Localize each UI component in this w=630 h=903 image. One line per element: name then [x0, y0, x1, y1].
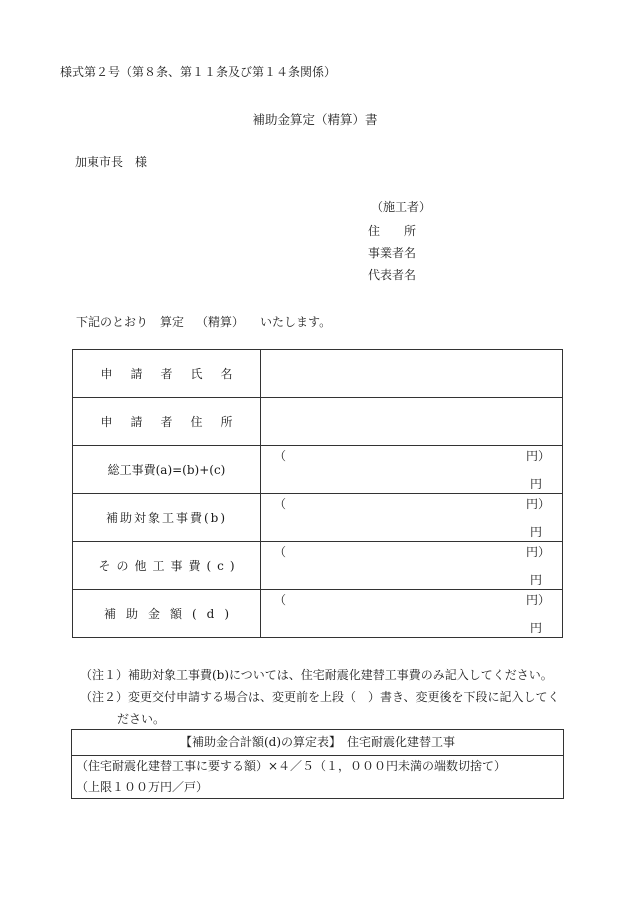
- row-label-applicant-address: 申請者住所: [73, 398, 261, 446]
- table-row: [73, 590, 563, 638]
- contractor-address-label: 住 所: [368, 224, 417, 238]
- addressee: 加東市長 様: [75, 155, 148, 169]
- note-2-continued: ださい。: [117, 712, 166, 726]
- row-label-subsidized-cost: 補助対象工事費(b): [73, 494, 261, 542]
- calculation-formula: （住宅耐震化建替工事に要する額）×４／５（１，０００円未満の端数切捨て）: [76, 759, 507, 773]
- intro-part1: 下記のとおり: [76, 315, 149, 329]
- total-cost-field[interactable]: （ 円） 円: [261, 446, 563, 494]
- form-number: 様式第２号（第８条、第１１条及び第１４条関係）: [60, 65, 337, 79]
- calculation-box: [71, 729, 564, 799]
- intro-part4: いたします。: [260, 315, 332, 329]
- note-2: （注２）変更交付申請する場合は、変更前を上段（ ）書き、変更後を下段に記入してく: [80, 690, 560, 704]
- subsidy-amount-field[interactable]: （ 円） 円: [261, 590, 563, 638]
- table-row: [73, 398, 563, 446]
- intro-part3: （精算）: [196, 315, 245, 329]
- calculation-heading: 【補助金合計額(d)の算定表】 住宅耐震化建替工事: [72, 730, 563, 756]
- row-label-subsidy-amount: 補助金額(d): [73, 590, 261, 638]
- intro-part2: 算定: [160, 315, 185, 329]
- intro-sentence: [76, 313, 331, 330]
- subsidized-cost-field[interactable]: （ 円） 円: [261, 494, 563, 542]
- contractor-label: （施工者）: [371, 200, 432, 214]
- contractor-representative-label: 代表者名: [368, 268, 417, 282]
- document-title: 補助金算定（精算）書: [252, 112, 378, 127]
- table-row: [73, 446, 563, 494]
- table-row: [73, 350, 563, 398]
- table-row: [73, 542, 563, 590]
- other-cost-field[interactable]: （ 円） 円: [261, 542, 563, 590]
- table-row: [73, 494, 563, 542]
- calculation-table: [72, 349, 563, 638]
- applicant-name-field[interactable]: [261, 350, 563, 398]
- row-label-applicant-name: 申請者氏名: [73, 350, 261, 398]
- row-label-other-cost: その他工事費(c): [73, 542, 261, 590]
- row-label-total-cost: 総工事費(a)=(b)+(c): [73, 446, 261, 494]
- calculation-limit: （上限１００万円／戸）: [76, 780, 209, 794]
- contractor-business-label: 事業者名: [368, 246, 417, 260]
- note-1: （注１）補助対象工事費(b)については、住宅耐震化建替工事費のみ記入してください。: [80, 668, 553, 682]
- applicant-address-field[interactable]: [261, 398, 563, 446]
